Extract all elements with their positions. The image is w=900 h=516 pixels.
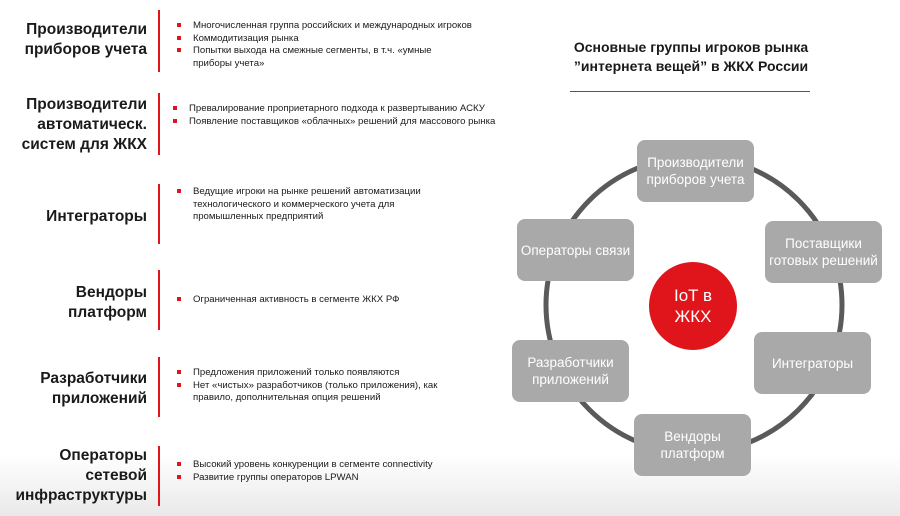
- center-label: IoT в ЖКХ: [673, 286, 712, 326]
- list-item: Ограниченная активность в сегменте ЖКХ РФ: [176, 294, 536, 307]
- diagram-title: Основные группы игроков рынка ”интернета вещей” в ЖКХ России: [573, 39, 809, 74]
- node-platform-vendors: Вендоры платформ: [660, 429, 725, 461]
- list-item: Высокий уровень конкуренции в сегменте connectivity: [176, 459, 536, 472]
- list-item: Появление поставщиков «облачных» решений для массового рынка: [172, 116, 532, 129]
- list-item: Превалирование проприетарного подхода к развертыванию АСКУ: [172, 103, 532, 116]
- node-meter-makers: Производители приборов учета: [646, 155, 745, 187]
- category-label: Операторы сетевой инфраструктуры: [15, 447, 147, 504]
- category-label: Интеграторы: [46, 208, 147, 225]
- node-telecom-operators: Операторы связи: [520, 242, 631, 258]
- list-item: Предложения приложений только появляются: [176, 367, 446, 380]
- list-item: Многочисленная группа российских и международных игроков: [176, 20, 536, 33]
- category-label: Производители автоматическ. систем для ЖКХ: [21, 96, 147, 153]
- list-item: Попытки выхода на смежные сегменты, в т.ч. «умные приборы учета»: [176, 45, 473, 70]
- category-label: Разработчики приложений: [40, 370, 147, 407]
- list-item: Нет «чистых» разработчиков (только приложения), как правило, дополнительная опция решений: [176, 380, 446, 405]
- list-item: Коммодитизация рынка: [176, 33, 536, 46]
- list-item: Развитие группы операторов LPWAN: [176, 472, 536, 485]
- node-ready-solutions: Поставщики готовых решений: [769, 236, 878, 268]
- node-integrators: Интеграторы: [771, 355, 854, 371]
- list-item: Ведущие игроки на рынке решений автоматизации технологического и коммерческого учета для промышленных предприятий: [176, 186, 446, 224]
- category-label: Производители приборов учета: [24, 21, 147, 58]
- category-label: Вендоры платформ: [68, 284, 147, 321]
- node-app-developers: Разработчики приложений: [527, 355, 614, 387]
